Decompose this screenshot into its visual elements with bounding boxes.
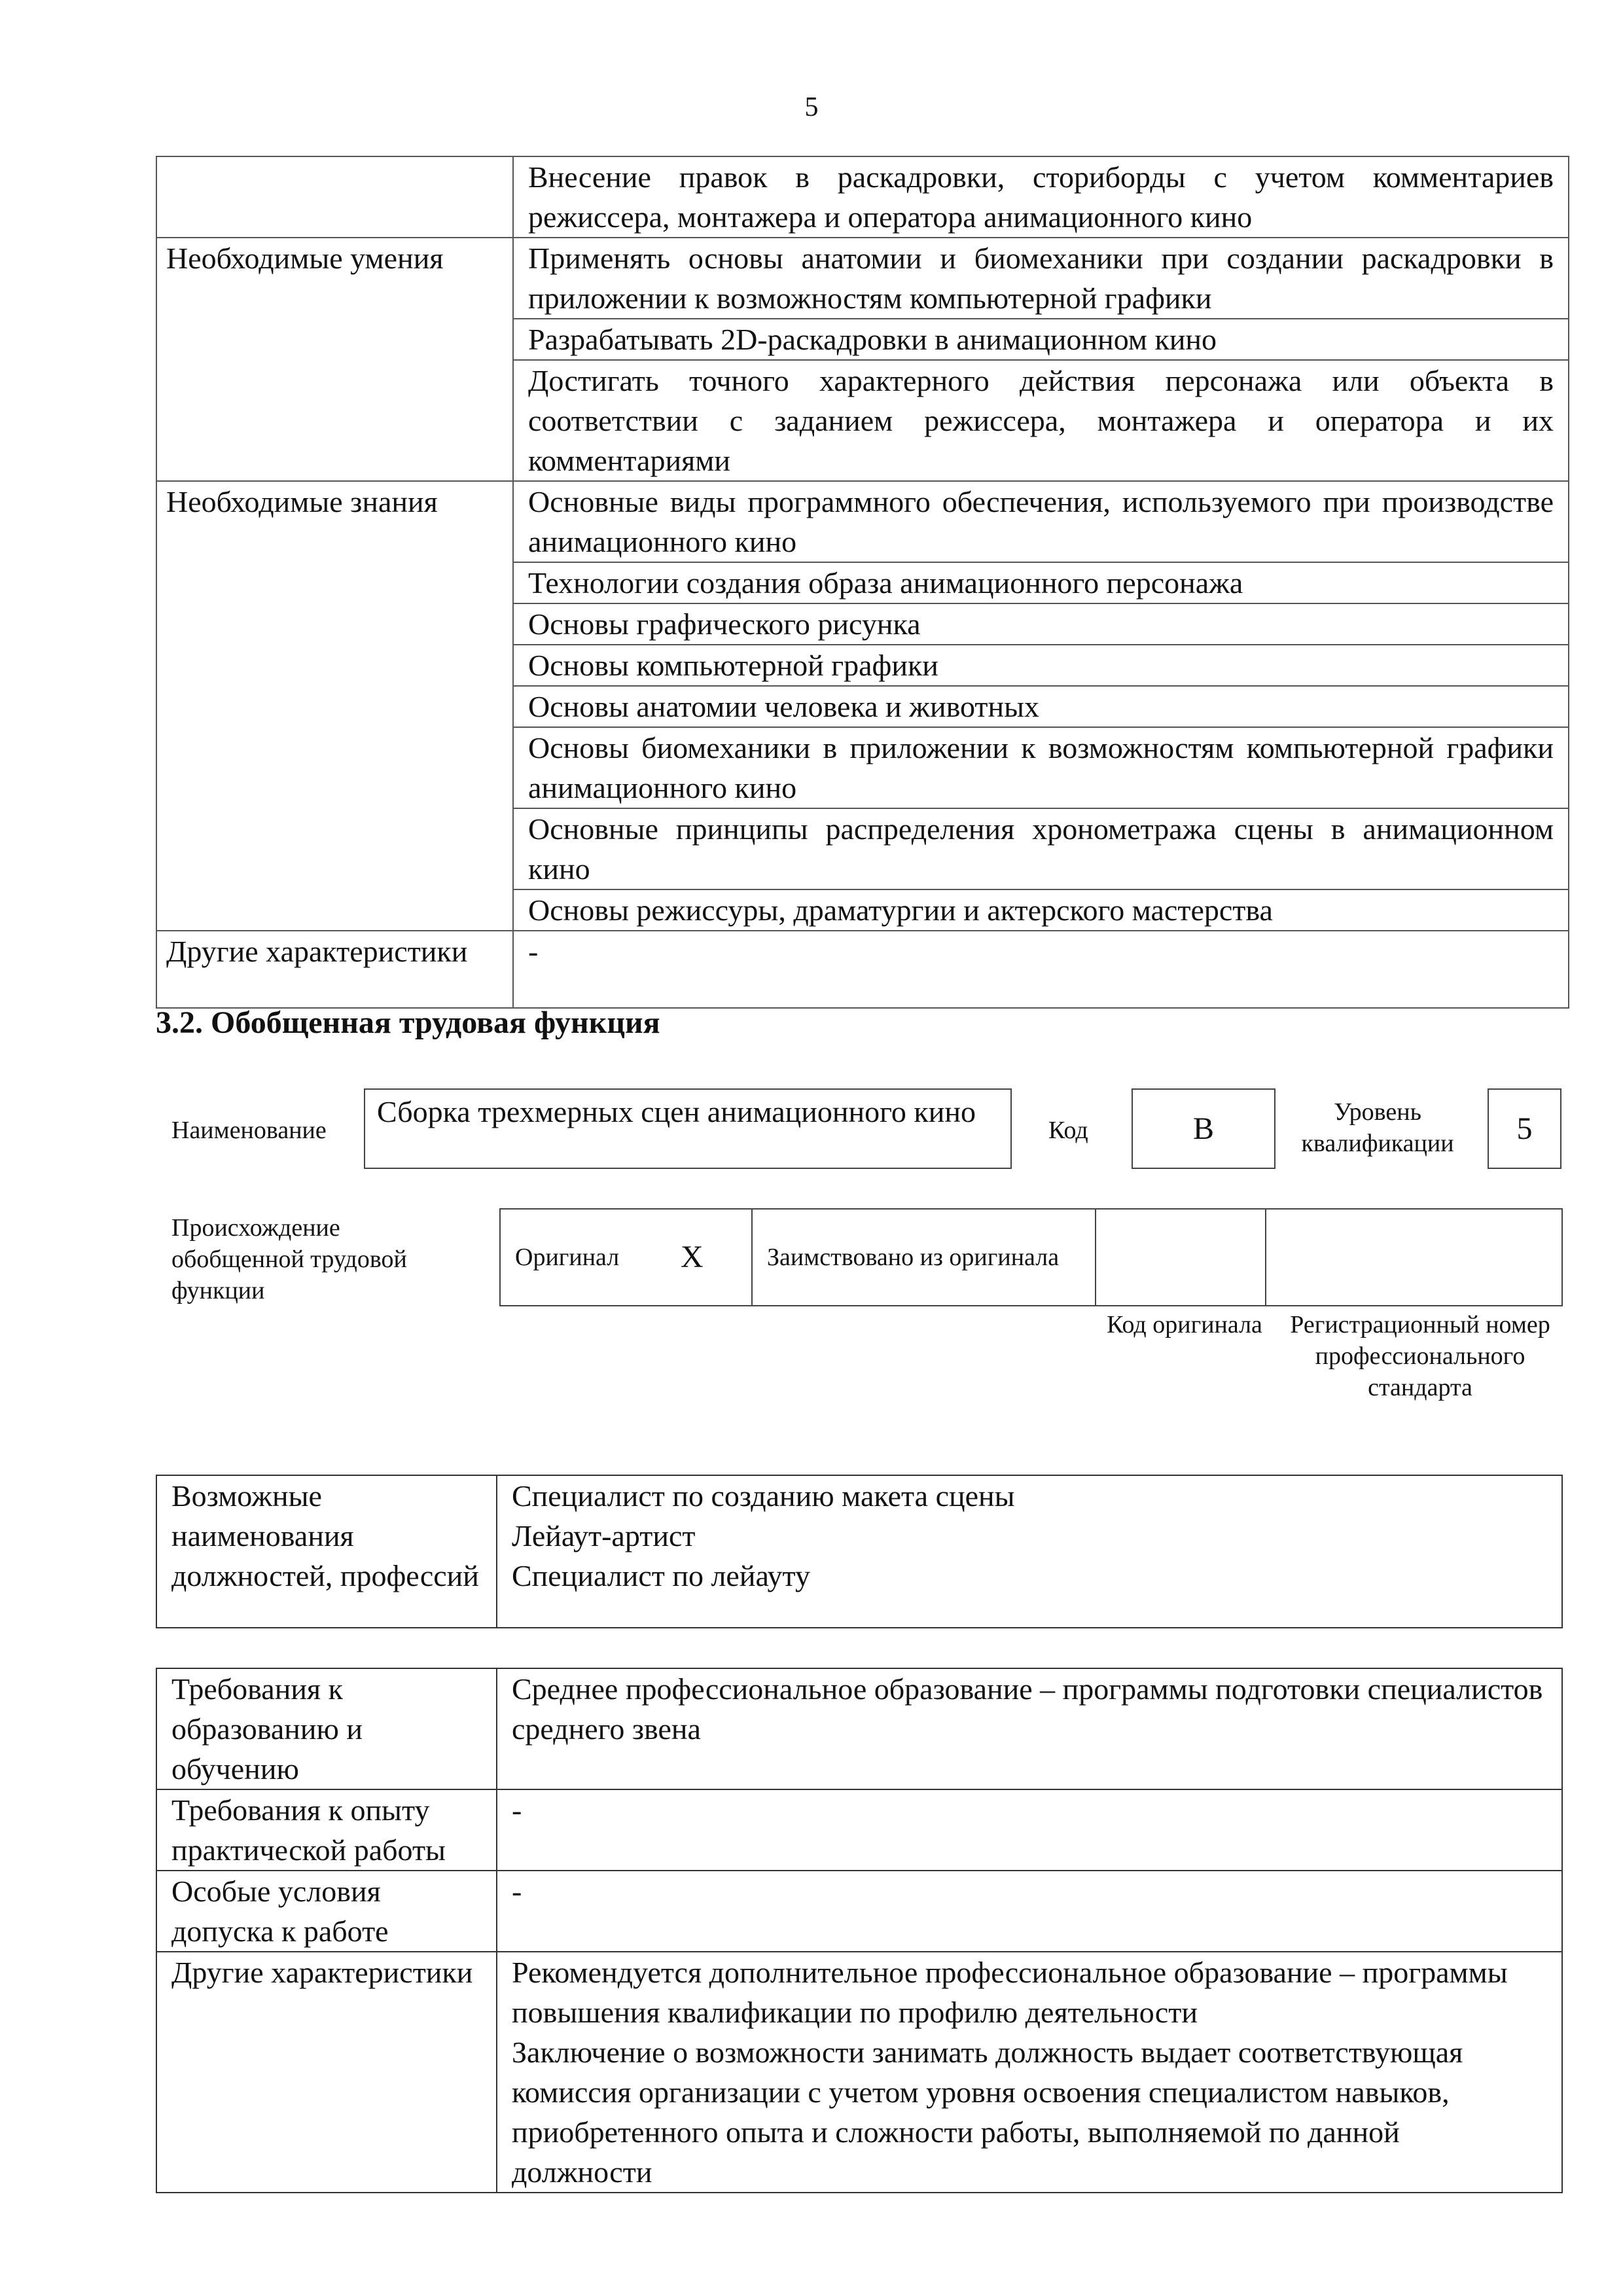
requirement-value: - [497,1789,1562,1871]
name-label: Наименование [171,1117,327,1144]
borrowed-label: Заимствовано из оригинала [752,1209,1096,1306]
positions-label: Возможные наименования должностей, профессий [156,1475,497,1628]
code-original-caption: Код оригинала [1107,1311,1262,1338]
positions-values [497,1475,1562,1628]
origin-label: Происхождение обобщенной трудовой функции [171,1214,407,1304]
row-label [156,156,513,238]
table-row [156,238,1569,319]
row-label: Необходимые умения [156,238,513,481]
requirement-value: Среднее профессиональное образование – программы подготовки специалистов среднего звена [497,1668,1562,1789]
function-name-box: Сборка трехмерных сцен анимационного кино [364,1088,1012,1169]
requirement-label: Другие характеристики [156,1952,497,2193]
table-row [156,1475,1562,1628]
section-heading: 3.2. Обобщенная трудовая функция [156,1005,660,1040]
row-label: Необходимые знания [156,481,513,931]
row-item: Основы режиссуры, драматургии и актерского мастерства [513,889,1569,931]
reg-number-cell [1266,1209,1562,1306]
reg-number-caption: Регистрационный номер профессионального стандарта [1290,1311,1550,1401]
row-label: Другие характеристики [156,931,513,1008]
requirement-value: Рекомендуется дополнительное профессиональное образование – программы повышения квалификации по профилю деятельности Заключение о возможности занимать должность выдает соответствующая комиссия организации с учетом уровня освоения специалистом навыков, приобретенного опыта и сложности работы, выполняемой по данной должности [497,1952,1562,2193]
requirement-value: - [497,1871,1562,1952]
origin-table [499,1208,1563,1306]
row-item: Основные виды программного обеспечения, используемого при производстве анимационного кино [513,481,1569,562]
table-row [156,1871,1562,1952]
code-label: Код [1048,1117,1088,1144]
row-item: Внесение правок в раскадровки, сториборды с учетом комментариев режиссера, монтажера и оператора анимационного кино [513,156,1569,238]
skills-knowledge-table [156,156,1569,1009]
row-item: Основы компьютерной графики [513,645,1569,686]
positions-table [156,1475,1563,1628]
row-item: Применять основы анатомии и биомеханики при создании раскадровки в приложении к возможностям компьютерной графики [513,238,1569,319]
requirements-table [156,1668,1563,2193]
row-item: Основные принципы распределения хронометража сцены в анимационном кино [513,808,1569,889]
table-row [156,156,1569,238]
row-item: Технологии создания образа анимационного персонажа [513,562,1569,603]
page-number: 5 [804,92,819,122]
code-box: B [1132,1088,1275,1169]
table-row [156,931,1569,1008]
original-mark: X [681,1240,704,1274]
requirement-label: Особые условия допуска к работе [156,1871,497,1952]
row-item: Разрабатывать 2D-раскадровки в анимационном кино [513,319,1569,360]
row-item: Достигать точного характерного действия персонажа или объекта в соответствии с заданием режиссера, монтажера и оператора и их комментариями [513,360,1569,481]
table-row [500,1209,1562,1306]
original-label: Оригинал [515,1244,620,1271]
position-item: Специалист по созданию макета сцены [512,1479,1015,1513]
level-box: 5 [1488,1088,1561,1169]
level-label: Уровень квалификации [1301,1098,1454,1157]
table-row [156,1789,1562,1871]
table-row [156,1952,1562,2193]
code-original-cell [1096,1209,1266,1306]
table-row [156,1668,1562,1789]
position-item: Специалист по лейауту [512,1559,811,1592]
table-row [156,481,1569,562]
row-item: - [513,931,1569,1008]
position-item: Лейаут-артист [512,1519,696,1552]
requirement-label: Требования к образованию и обучению [156,1668,497,1789]
row-item: Основы графического рисунка [513,603,1569,645]
requirement-label: Требования к опыту практической работы [156,1789,497,1871]
row-item: Основы анатомии человека и животных [513,686,1569,727]
row-item: Основы биомеханики в приложении к возможностям компьютерной графики анимационного кино [513,727,1569,808]
original-cell [500,1209,752,1306]
